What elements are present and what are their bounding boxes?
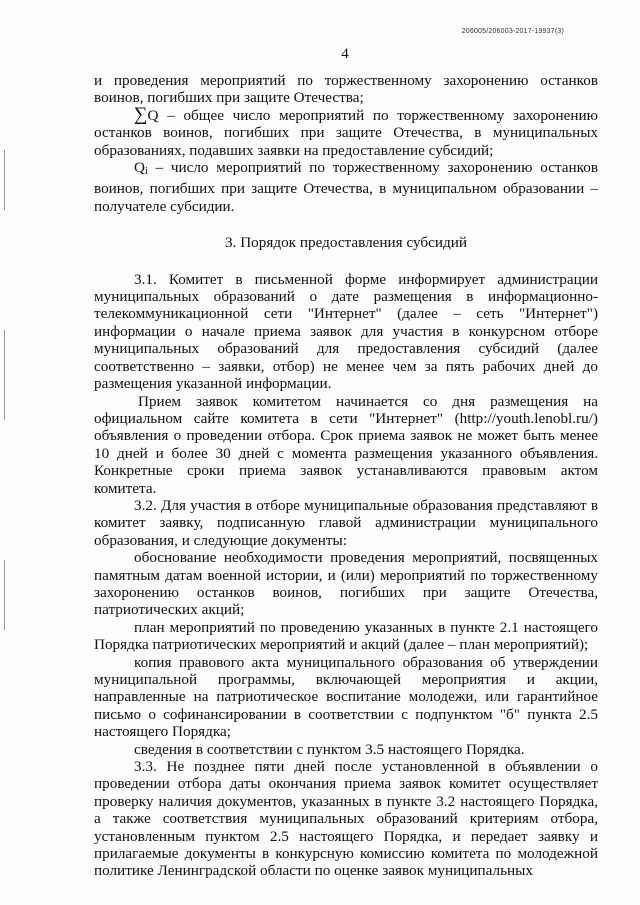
scan-edge-mark (4, 560, 5, 630)
qi-subscript: i (144, 166, 148, 178)
paragraph-continuation: и проведения мероприятий по торжественному захоронению останков воинов, погибших при защите Отечества; (94, 72, 598, 107)
clause-3-3: 3.3. Не позднее пяти дней после установленной в объявлении о проведении отбора даты окончания приема заявок комитет осуществляет проверку наличия документов, указанных в пункте 3.2 настоящего Порядка, а также соответствия муниципальных образований критериям отбора, установленным пунктом 2.5 настоящего Порядка, и передает заявку и прилагаемые документы в конкурсную комиссию комитета по молодежной политике Ленинградской области по оценке заявок муниципальных (94, 758, 598, 880)
qi-definition-text: – число мероприятий по торжественному захоронению останков воинов, погибших при защите Отечества, в муниципальном образовании – получателе субсидии. (94, 159, 598, 215)
formula-sum-definition (94, 103, 598, 159)
sum-definition-text: Q – общее число мероприятий по торжественному захоронению останков воинов, погибших при защите Отечества, в муниципальных образованиях, подавших заявки на предоставление субсидий; (94, 106, 598, 159)
sum-symbol: ∑ (134, 103, 148, 125)
section-heading: 3. Порядок предоставления субсидий (225, 234, 467, 252)
scan-edge-mark (4, 150, 5, 210)
page-number: 4 (341, 46, 349, 62)
clause-3-2-item-info: сведения в соответствии с пунктом 3.5 настоящего Порядка. (134, 740, 525, 758)
clause-3-1: 3.1. Комитет в письменной форме информирует администрации муниципальных образований о дате размещения в информационно-телекоммуникационной сети "Интернет" (далее – сеть "Интернет") информации о начале приема заявок для участия в конкурсном отборе муниципальных образований для предоставления субсидий (далее соответственно – заявки, отбор) не менее чем за пять рабочих дней до размещения указанной информации. (94, 270, 598, 393)
document-body (94, 72, 598, 880)
clause-3-1-paragraph-2: Прием заявок комитетом начинается со дня размещения на официальном сайте комитета в сети "Интернет" (http://youth.lenobl.ru/) объявления о проведении отбора. Срок приема заявок не может быть менее 10 дней и более 30 дней с момента размещения указанного объявления. Конкретные сроки приема заявок устанавливаются правовым актом комитета. (94, 392, 598, 497)
qi-variable: Q (134, 159, 145, 177)
clause-3-2-item-plan: план мероприятий по проведению указанных в пункте 2.1 настоящего Порядка патриотических мероприятий и акций (далее – план мероприятий); (94, 618, 598, 654)
scan-edge-mark (4, 330, 5, 420)
clause-3-2: 3.2. Для участия в отборе муниципальные образования представляют в комитет заявку, подписанную главой администрации муниципального образования, и следующие документы: (94, 496, 598, 549)
document-id: 206005/206003-2017-19937(3) (461, 28, 564, 35)
clause-3-2-item-legal-act: копия правового акта муниципального образования об утверждении муниципальной программы, включающей мероприятия и акции, направленные на патриотическое воспитание молодежи, или гарантийное письмо о софинансировании в соответствии с подпунктом "б" пункта 2.5 настоящего Порядка; (94, 653, 598, 741)
formula-qi-definition (94, 159, 598, 215)
clause-3-2-item-justification: обоснование необходимости проведения мероприятий, посвященных памятным датам военной истории, и (или) мероприятий по торжественному захоронению останков воинов, погибших при защите Отечества, патриотических акций; (94, 549, 598, 619)
